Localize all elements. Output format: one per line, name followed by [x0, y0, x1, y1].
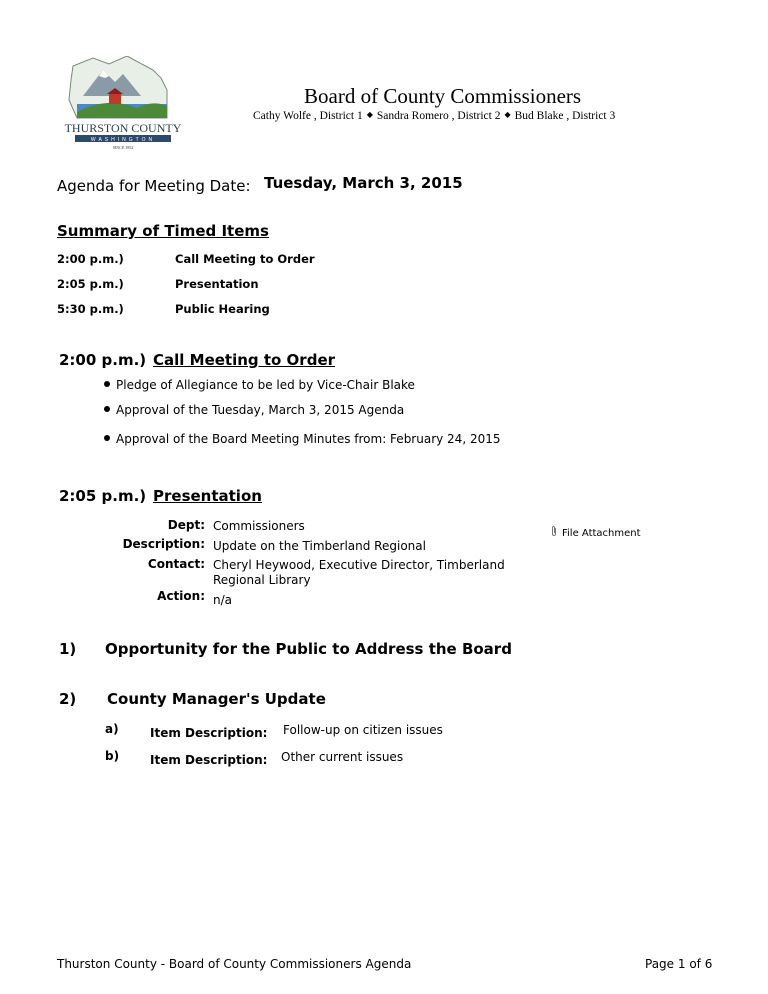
bullet-icon: [104, 435, 110, 441]
call-to-order-time: 2:00 p.m.): [59, 351, 147, 369]
call-to-order-title: Call Meeting to Order: [153, 351, 336, 369]
sub-item-label-a: Item Description:: [150, 726, 268, 740]
contact-label: Contact:: [147, 557, 205, 571]
member-2: Sandra Romero , District 2: [376, 110, 501, 122]
bullet-text: Approval of the Board Meeting Minutes from: February 24, 2015: [116, 432, 501, 446]
action-label: Action:: [157, 589, 205, 603]
logo-subtext: WASHINGTON: [90, 137, 156, 143]
summary-time-2: 2:05 p.m.): [57, 277, 124, 291]
bullet-text: Pledge of Allegiance to be led by Vice-Chair Blake: [116, 378, 415, 392]
logo-since: SINCE 1852: [112, 145, 134, 150]
members-line: [253, 110, 615, 122]
page-number: Page 1 of 6: [645, 957, 713, 971]
summary-time-3: 5:30 p.m.): [57, 302, 124, 316]
separator-icon: ◆: [366, 110, 373, 119]
description-value: Update on the Timberland Regional: [213, 539, 426, 553]
presentation-title: Presentation: [153, 487, 262, 505]
footer-title: Thurston County - Board of County Commissioners Agenda: [57, 957, 412, 971]
bullet-item: [104, 432, 501, 446]
summary-time-1: 2:00 p.m.): [57, 252, 124, 266]
contact-line-1: Cheryl Heywood, Executive Director, Timberland: [213, 558, 505, 572]
county-logo-graphic: [57, 56, 189, 152]
item-title-1: Opportunity for the Public to Address the Board: [105, 640, 512, 658]
board-title: Board of County Commissioners: [304, 84, 582, 108]
bullet-item: [104, 403, 404, 417]
description-label: Description:: [122, 537, 205, 551]
bullet-text: Approval of the Tuesday, March 3, 2015 Agenda: [116, 403, 405, 417]
item-number-1: 1): [59, 640, 77, 658]
separator-icon: ◆: [504, 110, 511, 119]
summary-label-1: Call Meeting to Order: [175, 252, 315, 266]
summary-title: Summary of Timed Items: [57, 222, 269, 240]
sub-item-letter-b: b): [105, 749, 120, 763]
item-title-2: County Manager's Update: [107, 690, 326, 708]
agenda-date-label: Agenda for Meeting Date:: [57, 177, 251, 195]
sub-item-letter-a: a): [105, 722, 119, 736]
county-logo: [57, 56, 189, 152]
agenda-date: Tuesday, March 3, 2015: [264, 174, 463, 192]
bullet-icon: [104, 406, 110, 412]
dept-label: Dept:: [167, 518, 205, 532]
contact-value: [213, 558, 505, 588]
bullet-item: [104, 378, 415, 392]
action-value: n/a: [213, 593, 233, 607]
member-3: Bud Blake , District 3: [514, 110, 616, 122]
sub-item-label-b: Item Description:: [150, 753, 268, 767]
contact-line-2: Regional Library: [213, 573, 311, 587]
sub-item-value-a: Follow-up on citizen issues: [283, 723, 443, 737]
member-1: Cathy Wolfe , District 1: [253, 110, 363, 122]
summary-label-3: Public Hearing: [175, 302, 270, 316]
presentation-time: 2:05 p.m.): [59, 487, 147, 505]
logo-text: THURSTON COUNTY: [64, 121, 182, 135]
item-number-2: 2): [59, 690, 77, 708]
bullet-icon: [104, 381, 110, 387]
summary-label-2: Presentation: [175, 277, 259, 291]
paperclip-icon: [550, 525, 558, 537]
file-attachment-label: File Attachment: [562, 528, 641, 539]
sub-item-value-b: Other current issues: [281, 750, 404, 764]
dept-value: Commissioners: [213, 519, 305, 533]
file-attachment-link[interactable]: [550, 525, 641, 539]
